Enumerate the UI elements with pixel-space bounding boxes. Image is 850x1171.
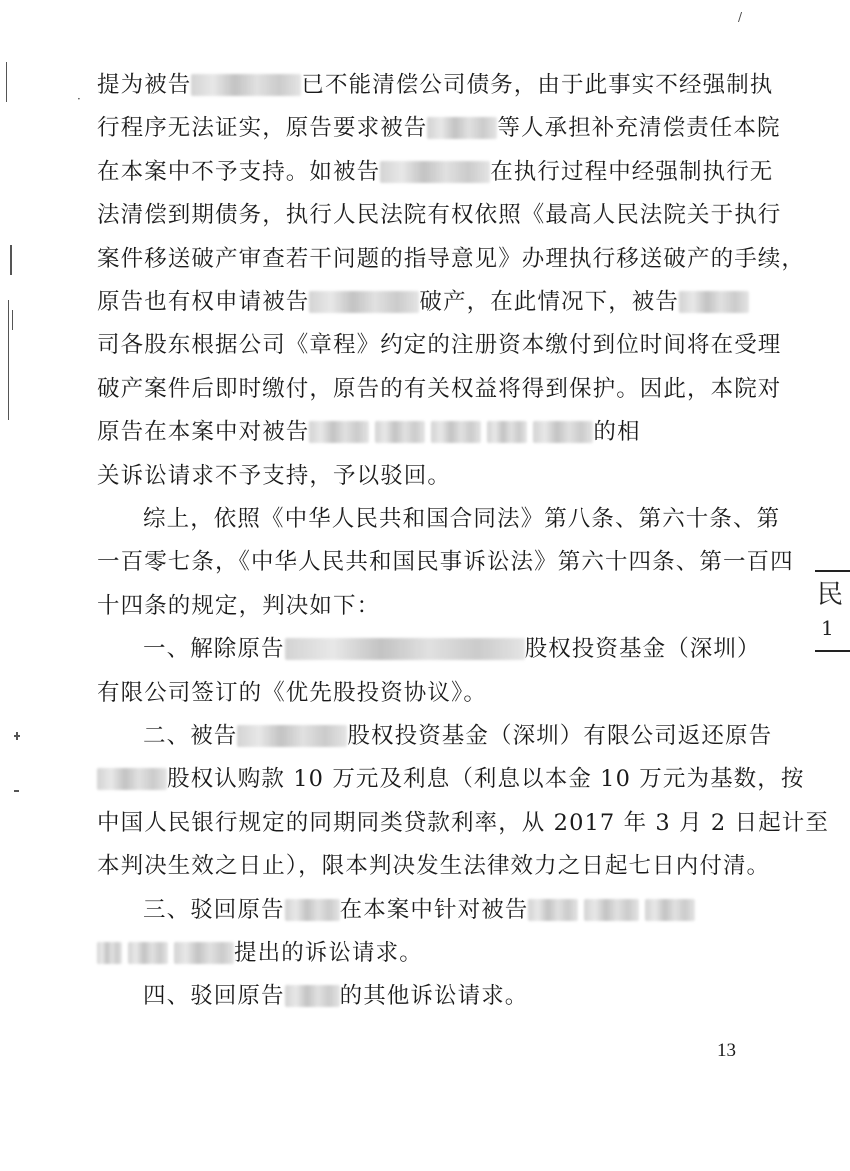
text-line (143, 981, 528, 1011)
text-segment: 提出的诉讼请求。 (234, 940, 423, 966)
text-segment: 等人承担补充清偿责任本院 (497, 115, 781, 142)
stamp-char-1: 民 (817, 580, 844, 610)
text-segment: 司各股东根据公司《章程》约定的注册资本缴付到位时间将在受理 (97, 332, 782, 359)
redacted-name (309, 291, 419, 313)
text-line (97, 374, 781, 404)
redacted-name (237, 725, 347, 747)
text-segment: 原告在本案中对被告 (97, 419, 310, 446)
redacted-name (97, 768, 167, 790)
redacted-name (285, 899, 340, 921)
redacted-name (645, 899, 695, 921)
redacted-name (309, 421, 369, 443)
text-line (97, 70, 773, 100)
text-segment: 法清偿到期债务，执行人民法院有权依照《最高人民法院关于执行 (97, 202, 782, 229)
text-segment: 本判决生效之日止），限本判决发生法律效力之日起七日内付清。 (97, 853, 771, 880)
text-segment: 破产，在此情况下，被告 (419, 289, 680, 315)
text-line (97, 417, 641, 447)
text-line (97, 157, 773, 187)
text-segment: 十四条的规定，判决如下： (97, 592, 381, 619)
binding-margin (0, 0, 40, 1171)
text-segment: 案件移送破产审查若干问题的指导意见》办理执行移送破产的手续， (97, 245, 806, 272)
text-line (97, 461, 451, 491)
text-segment: 有限公司签订的《优先股投资协议》。 (97, 679, 487, 706)
text-segment: 破产案件后即时缴付，原告的有关权益将得到保护。因此，本院对 (97, 375, 782, 402)
text-segment: 的其他诉讼请求。 (339, 983, 529, 1010)
text-segment: 在本案中不予支持。如被告 (97, 158, 381, 185)
redacted-name (431, 421, 481, 443)
redacted-name (380, 161, 490, 183)
text-line (97, 764, 804, 794)
text-segment: 一、解除原告 (143, 636, 285, 663)
text-segment: 的相 (593, 419, 641, 446)
text-segment: 已不能清偿公司债务，由于此事实不经强制执 (301, 72, 774, 98)
text-line (143, 721, 772, 751)
redacted-name (97, 942, 122, 964)
text-segment: 股权投资基金（深圳） (524, 636, 761, 663)
redacted-name (584, 899, 639, 921)
text-segment: 在执行过程中经强制执行无 (490, 158, 774, 185)
text-segment: 股权投资基金（深圳）有限公司返还原告 (347, 723, 773, 749)
text-line (97, 113, 781, 143)
text-segment: 四、驳回原告 (143, 983, 285, 1010)
margin-stamp (815, 562, 850, 662)
text-line (97, 287, 749, 317)
text-line (143, 504, 780, 534)
redacted-name (128, 942, 168, 964)
text-line (97, 851, 770, 881)
text-line (97, 591, 380, 621)
redacted-name (285, 985, 340, 1007)
text-line (143, 634, 761, 664)
redacted-name (528, 899, 578, 921)
redacted-name (174, 942, 234, 964)
text-line (97, 244, 805, 274)
text-line (143, 895, 695, 925)
text-segment: 二、被告 (143, 723, 238, 749)
text-segment: 一百零七条，《中华人民共和国民事诉讼法》第六十四条、第一百四 (97, 549, 794, 576)
text-segment: 综上，依照《中华人民共和国合同法》第八条、第六十条、第 (143, 506, 781, 532)
text-line (97, 808, 829, 838)
redacted-name (533, 421, 593, 443)
stamp-char-2: 1 (821, 616, 834, 640)
redacted-name (191, 74, 301, 96)
redacted-name (487, 421, 527, 443)
text-segment: 提为被告 (97, 72, 192, 98)
text-segment: 中国人民银行规定的同期同类贷款利率，从 2017 年 3 月 2 日起计至 (97, 809, 830, 836)
text-segment: 行程序无法证实，原告要求被告 (97, 115, 428, 142)
text-segment: 三、驳回原告 (143, 896, 285, 923)
text-segment: 原告也有权申请被告 (97, 289, 310, 315)
text-line (97, 200, 781, 230)
document-page: · / 提为被告 已不能清偿公司债务，由于此事实不经强制执 行程序无法证实，原告要求被告 等人承担补充清偿责任本院 在本案中不予支持。如被告 在执行过程中经强制执行无 法清偿到期债务，执行人民法院有权依照《最高人民法院关于执行 案件移送破产审查若干问题的指导意见》办理执行移送破产的手续， 原告也有权申请被告 破产，在此情况下，被告 司各股东根据公司《章程》约定的注册资本缴付到位时间将在受理 破产案件后即时缴付，原告的有关权益将得到保护。因此，本院对 原告在本案中对被告 的相 关诉讼请求不予支持，予以驳回。 综上，依照《中华人民共和国合同法》第八条、第六十条、第 一百零七条，《中华人民共和国民事诉讼法》第六十四条、第一百四 十四条的规定，判决如下： 一、解除原告 股权投资基金（深圳） 有限公司签订的《优先股投资协议》。 二、被告 股权投资基金（深圳）有限公司返还原告 股权认购款 10 万元及利息（利息以本金 10 万元为基数，按 中国人民银行规定的同期同类贷款利率，从 2017 年 3 月 2 日起计至 本判决生效之日止），限本判决发生法律效力之日起七日内付清。 三、驳回原告 在本案中针对被告 提出的诉讼请求。 四、驳回原告 的其他诉讼请求。 民 1 13 (0, 0, 850, 1171)
text-line (97, 330, 781, 360)
text-line (97, 938, 423, 968)
redacted-name (427, 117, 497, 139)
redacted-name (285, 638, 525, 660)
redacted-name (679, 291, 749, 313)
text-segment: 在本案中针对被告 (339, 896, 529, 923)
page-number: 13 (717, 1040, 736, 1061)
text-line (97, 547, 794, 577)
text-line (97, 678, 487, 708)
text-segment: 关诉讼请求不予支持，予以驳回。 (97, 462, 452, 489)
redacted-name (375, 421, 425, 443)
text-segment: 股权认购款 10 万元及利息（利息以本金 10 万元为基数，按 (167, 766, 805, 793)
